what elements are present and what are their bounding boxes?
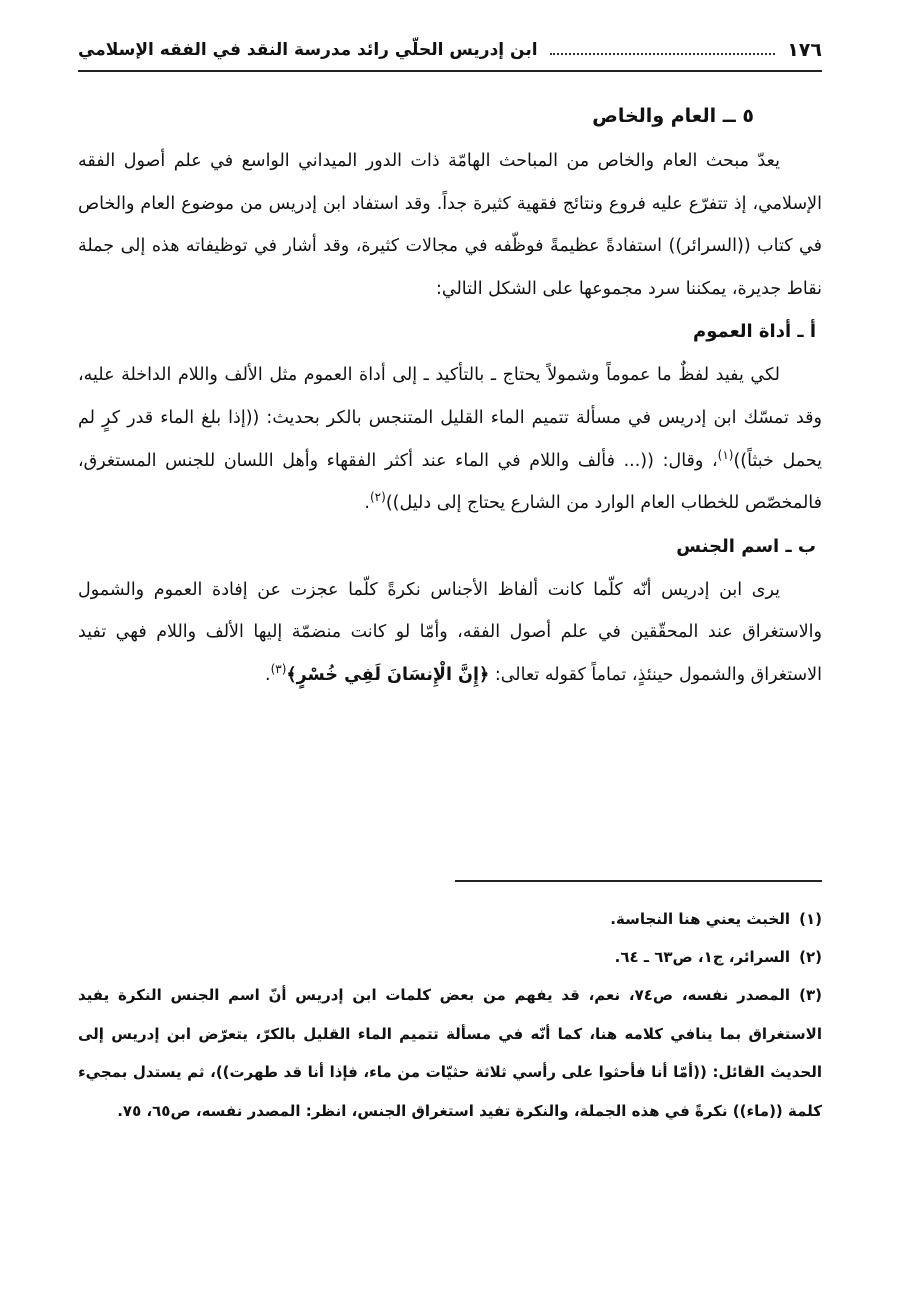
header-rule xyxy=(78,70,822,72)
footnote-separator xyxy=(455,880,822,882)
subsection-b-paragraph xyxy=(78,569,822,697)
subsection-a-text-1: لكي يفيد لفظٌ ما عموماً وشمولاً يحتاج ـ بالتأكيد ـ إلى أداة العموم مثل الألف واللام الداخلة عليه، وقد تمسّك ابن إدريس في مسألة تتميم الماء القليل المتنجس بالكر بحديث: ((إذا بلغ الماء قدر كرٍ لم يحمل خبثاً)) xyxy=(78,365,823,471)
subsection-a-text-3: . xyxy=(364,493,370,514)
footnote-number: (١) xyxy=(799,910,822,928)
subsection-a-heading: أ ـ أداة العموم xyxy=(693,321,816,343)
footnote-1 xyxy=(78,900,822,938)
footnote-3 xyxy=(78,976,822,1130)
footnote-ref-1[interactable]: (١) xyxy=(717,447,734,462)
footnote-text: الخبث يعني هنا النجاسة. xyxy=(610,910,790,928)
subsection-a-text-2: ، وقال: ((... فألف واللام في الماء عند أكثر الفقهاء وأهل اللسان للجنس المستغرق، فالمخصّص للخطاب العام الوارد من الشارع يحتاج إلى دليل)) xyxy=(78,450,822,514)
footnote-text: المصدر نفسه، ص٧٤، نعم، قد يفهم من بعض كلمات ابن إدريس أنّ اسم الجنس النكرة يفيد الاستغراق بما ينافي كلامه هنا، كما أنّه في مسألة تتميم الماء القليل بالكرّ، يتعرّض ابن إدريس إلى الحديث القائل: ((أمّا أنا فأحثوا على رأسي ثلاثة حثيّات من ماء، فإذا أنا قد طهرت))، ثم يستدل بمجيء كلمة ((ماء)) نكرةً في هذه الجملة، والنكرة تفيد استغراق الجنس، انظر: المصدر نفسه، ص٦٥، ٧٥. xyxy=(78,986,822,1120)
footnote-2 xyxy=(78,938,822,976)
footnotes xyxy=(78,900,822,1130)
section-intro-paragraph: يعدّ مبحث العام والخاص من المباحث الهامّة ذات الدور الميداني الواسع في علم أصول الفقه الإسلامي، إذ تتفرّع عليه فروع ونتائج فقهية كثيرة جداً. وقد استفاد ابن إدريس من موضوع العام والخاص في كتاب ((السرائر)) استفادةً عظيمةً فوظّفه في مجالات كثيرة، وقد أشار في توظيفاته هذه إلى جملة نقاط جديرة، يمكننا سرد مجموعها على الشكل التالي: xyxy=(78,151,822,299)
footnote-ref-3[interactable]: (٣) xyxy=(270,662,287,677)
subsection-b-text-2: . xyxy=(265,664,271,685)
subsection-a-paragraph xyxy=(78,354,822,524)
section-heading: ٥ ــ العام والخاص xyxy=(592,105,754,127)
page-number: ١٧٦ xyxy=(787,39,822,61)
subsection-b-heading: ب ـ اسم الجنس xyxy=(676,535,816,557)
running-title: ابن إدريس الحلّي رائد مدرسة النقد في الفقه الإسلامي xyxy=(78,40,538,60)
subsection-b-text-1: يرى ابن إدريس أنّه كلّما كانت ألفاظ الأجناس نكرةً كلّما عجزت عن إفادة العموم والشمول والاستغراق عند المحقّقين في علم أصول الفقه، وأمّا لو كانت منضمّة إليها الألف واللام فهي تفيد الاستغراق والشمول حينئذٍ، تماماً كقوله تعالى: xyxy=(78,579,822,685)
footnote-number: (٣) xyxy=(799,986,822,1004)
footnote-number: (٢) xyxy=(799,948,822,966)
running-header xyxy=(78,30,822,70)
quran-verse: ﴿إِنَّ الْإِنسَانَ لَفِي خُسْرٍ﴾ xyxy=(286,664,490,685)
header-dotted-leader xyxy=(550,45,776,55)
main-text xyxy=(78,92,822,697)
footnote-text: السرائر، ج١، ص٦٣ ـ ٦٤. xyxy=(614,948,790,966)
footnote-ref-2[interactable]: (٢) xyxy=(369,490,386,505)
